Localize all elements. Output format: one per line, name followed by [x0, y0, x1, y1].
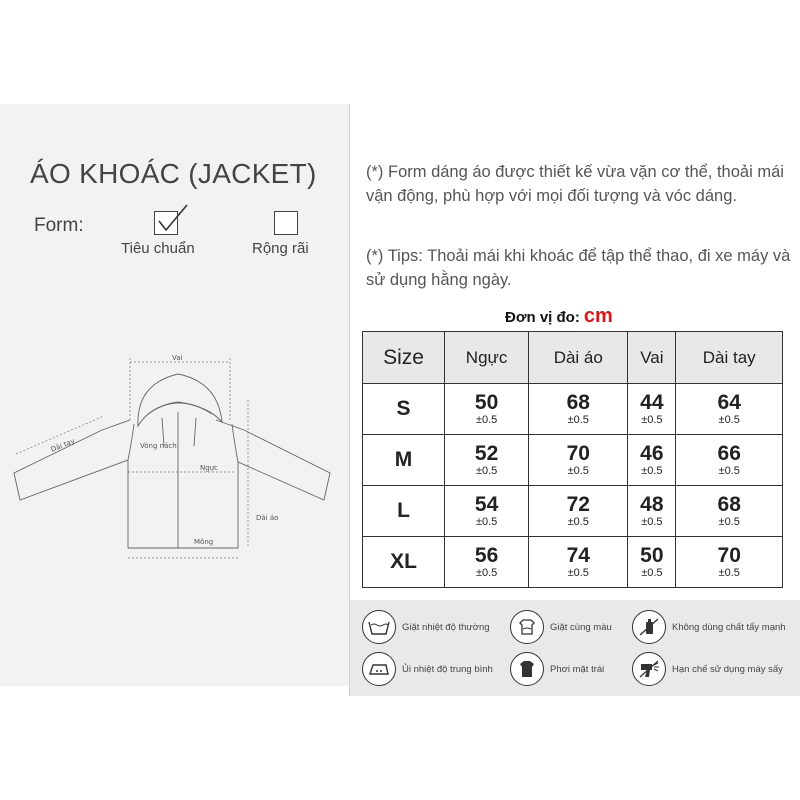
- form-option-standard: Tiêu chuẩn: [121, 240, 195, 257]
- tolerance: ±0.5: [475, 414, 498, 426]
- page-title: ÁO KHOÁC (JACKET): [30, 158, 317, 189]
- tolerance: ±0.5: [718, 465, 740, 477]
- tolerance: ±0.5: [641, 465, 663, 477]
- dry-inside-out-icon: [510, 652, 544, 686]
- tolerance: ±0.5: [567, 465, 589, 477]
- tolerance: ±0.5: [641, 414, 663, 426]
- care-instructions: [350, 600, 800, 696]
- header-vai: Vai: [628, 332, 676, 384]
- value-nguc: 54: [474, 493, 499, 516]
- unit-label: Đơn vị đo:: [505, 309, 580, 326]
- value-dai-ao: 68: [566, 391, 590, 414]
- no-bleach-icon: [632, 610, 666, 644]
- value-cell: [445, 384, 529, 435]
- label-mong: Mông: [194, 538, 214, 546]
- value-cell: [529, 435, 628, 486]
- tolerance: ±0.5: [475, 516, 498, 528]
- size-cell: S: [363, 384, 445, 435]
- label-dai-tay: Dài tay: [49, 437, 76, 454]
- value-nguc: 52: [474, 442, 499, 465]
- header-dai-tay: Dài tay: [676, 332, 783, 384]
- size-cell: XL: [363, 537, 445, 588]
- value-cell: [676, 537, 783, 588]
- label-vong-nach: Vòng nách: [140, 442, 177, 450]
- wash-same-color-icon: [510, 610, 544, 644]
- value-dai-ao: 72: [566, 493, 590, 516]
- table-row: [363, 384, 783, 435]
- value-dai-tay: 64: [717, 391, 741, 414]
- size-cell: M: [363, 435, 445, 486]
- care-item: [362, 610, 490, 644]
- header-size: Size: [363, 332, 445, 384]
- value-vai: 48: [640, 493, 664, 516]
- value-dai-tay: 68: [717, 493, 741, 516]
- value-dai-tay: 70: [717, 544, 741, 567]
- value-vai: 44: [640, 391, 664, 414]
- value-cell: [529, 537, 628, 588]
- limit-dryer-icon: [632, 652, 666, 686]
- jacket-diagram: [8, 348, 348, 568]
- size-table-header: [363, 332, 783, 384]
- tolerance: ±0.5: [475, 465, 498, 477]
- form-label: Form:: [34, 215, 84, 236]
- value-vai: 46: [640, 442, 664, 465]
- size-table: [362, 331, 783, 588]
- header-nguc: Ngực: [445, 332, 529, 384]
- wash-normal-icon: [362, 610, 396, 644]
- value-cell: [676, 384, 783, 435]
- tolerance: ±0.5: [718, 567, 740, 579]
- jacket-outline: [14, 420, 330, 548]
- checkmark-icon: [154, 203, 190, 235]
- table-row: [363, 486, 783, 537]
- care-item: [510, 652, 604, 686]
- value-nguc: 56: [474, 544, 499, 567]
- value-cell: [529, 486, 628, 537]
- label-dai-ao: Dài áo: [256, 514, 279, 522]
- care-label: Hạn chế sử dụng máy sấy: [672, 663, 783, 675]
- value-cell: [628, 435, 676, 486]
- tolerance: ±0.5: [567, 567, 589, 579]
- care-label: Không dùng chất tẩy mạnh: [672, 621, 786, 633]
- value-vai: 50: [640, 544, 664, 567]
- iron-medium-icon: [362, 652, 396, 686]
- tolerance: ±0.5: [641, 567, 663, 579]
- care-label: Giặt nhiệt độ thường: [402, 621, 490, 633]
- tolerance: ±0.5: [718, 516, 740, 528]
- value-cell: [445, 435, 529, 486]
- tolerance: ±0.5: [641, 516, 663, 528]
- value-cell: [676, 435, 783, 486]
- tolerance: ±0.5: [567, 414, 589, 426]
- unit-value: cm: [583, 305, 613, 327]
- value-cell: [445, 486, 529, 537]
- tolerance: ±0.5: [475, 567, 498, 579]
- jacket-hood: [138, 374, 222, 426]
- value-cell: [445, 537, 529, 588]
- care-item: [632, 610, 786, 644]
- table-row: [363, 537, 783, 588]
- size-cell: L: [363, 486, 445, 537]
- note-form: (*) Form dáng áo được thiết kế vừa vặn cơ thể, thoải mái vận động, phù hợp với mọi đối tượng và vóc dáng.: [366, 163, 784, 205]
- value-dai-ao: 70: [566, 442, 590, 465]
- label-nguc: Ngực: [200, 464, 218, 472]
- care-item: [632, 652, 783, 686]
- value-cell: [628, 486, 676, 537]
- value-nguc: 50: [474, 391, 499, 414]
- value-cell: [628, 537, 676, 588]
- table-row: [363, 435, 783, 486]
- care-label: Ủi nhiệt độ trung bình: [402, 663, 493, 675]
- tolerance: ±0.5: [567, 516, 589, 528]
- form-loose-checkbox: [274, 211, 298, 235]
- care-label: Giặt cùng màu: [550, 621, 612, 633]
- header-dai-ao: Dài áo: [529, 332, 628, 384]
- care-item: [510, 610, 612, 644]
- tolerance: ±0.5: [718, 414, 740, 426]
- value-cell: [628, 384, 676, 435]
- care-item: [362, 652, 493, 686]
- form-option-loose: Rộng rãi: [252, 240, 309, 257]
- label-vai: Vai: [172, 354, 183, 362]
- value-cell: [676, 486, 783, 537]
- value-dai-tay: 66: [717, 442, 741, 465]
- unit-row: [505, 305, 613, 328]
- care-label: Phơi mặt trái: [550, 663, 605, 675]
- value-dai-ao: 74: [566, 544, 590, 567]
- note-tips: (*) Tips: Thoải mái khi khoác để tập thể thao, đi xe máy và sử dụng hằng ngày.: [366, 247, 791, 289]
- value-cell: [529, 384, 628, 435]
